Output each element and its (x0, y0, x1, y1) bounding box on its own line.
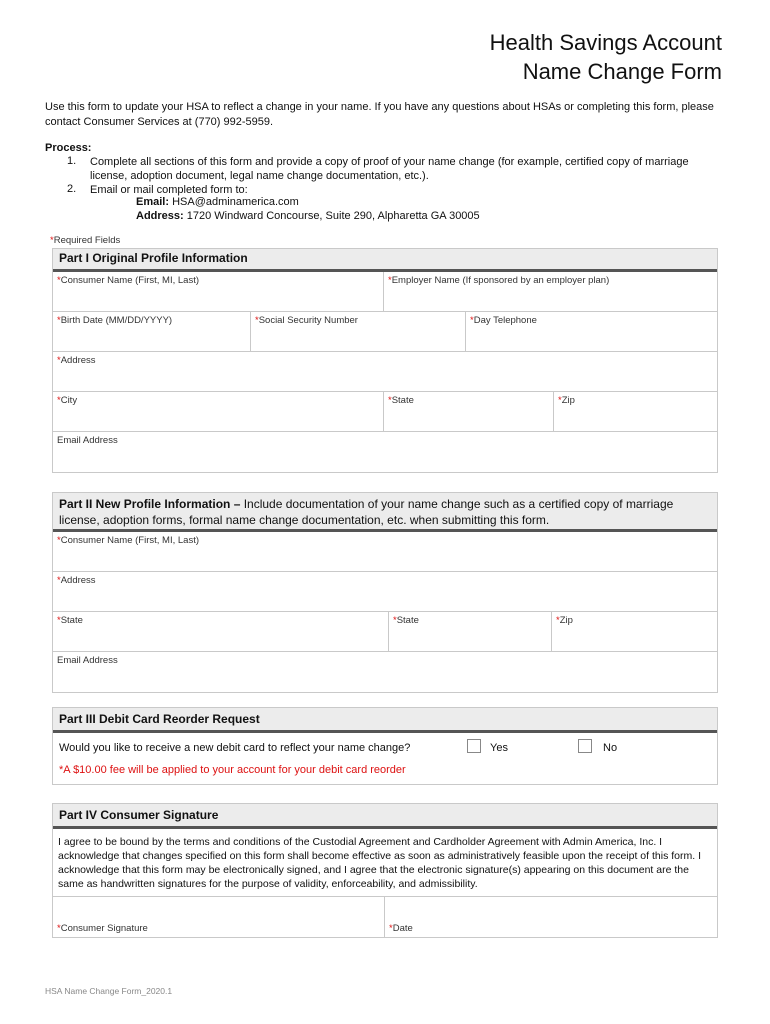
part3-section (52, 707, 718, 785)
original-day-phone-field[interactable]: *Day Telephone (465, 312, 717, 351)
new-consumer-name-field[interactable]: *Consumer Name (First, MI, Last) (57, 535, 200, 546)
step-1-text: Complete all sections of this form and provide a copy of proof of your name change (for example, certified copy of marriage license, adoption document, legal name change documentation, etc.). (90, 156, 689, 182)
new-address-field[interactable]: *Address (57, 575, 96, 586)
required-fields-note: *Required Fields (50, 235, 121, 246)
original-city-field[interactable]: *City (57, 395, 78, 406)
part1-row-address (53, 352, 717, 392)
original-employer-name-field[interactable]: *Employer Name (If sponsored by an employer plan) (383, 272, 717, 311)
part4-section (52, 803, 718, 938)
address-label: Address: (136, 210, 184, 222)
part1-row-city (53, 392, 717, 432)
email-label: Email: (136, 196, 170, 208)
part2-row-name (53, 532, 717, 572)
new-state-field[interactable]: *State (388, 612, 551, 651)
part1-header: Part I Original Profile Information (53, 249, 717, 272)
date-field[interactable]: *Date (384, 897, 717, 937)
part2-section (52, 492, 718, 693)
part1-section (52, 248, 718, 473)
fee-note: *A $10.00 fee will be applied to your account for your debit card reorder (59, 764, 406, 776)
part2-row-address (53, 572, 717, 612)
agreement-text: I agree to be bound by the terms and conditions of the Custodial Agreement and Cardholder Agreement with Admin America, Inc. I acknowledge that changes specified on this form shall become effective as soon as administratively feasible upon the receipt of this form. I acknowledge that this form may be electronically signed, and I agree that the electronic signature(s) appearing on this document are the same as handwritten signatures for the purpose of validity, enforceability, and admissibility. (53, 829, 717, 897)
new-zip-field[interactable]: *Zip (551, 612, 717, 651)
original-ssn-field[interactable]: *Social Security Number (250, 312, 465, 351)
contact-address (136, 210, 480, 222)
original-email-field[interactable]: Email Address (57, 435, 118, 446)
part4-header: Part IV Consumer Signature (53, 804, 717, 829)
original-address-field[interactable]: *Address (57, 355, 96, 366)
no-label: No (603, 742, 618, 754)
original-state-field[interactable]: *State (383, 392, 553, 431)
form-title (490, 28, 722, 86)
part1-row-birth (53, 312, 717, 352)
part1-row-name (53, 272, 717, 312)
part1-row-email (53, 432, 717, 472)
original-consumer-name-field[interactable]: *Consumer Name (First, MI, Last) (57, 275, 200, 286)
intro-text: Use this form to update your HSA to reflect a change in your name. If you have any questions about HSAs or completing this form, please contact Consumer Services at (770) 992-5959. (45, 101, 714, 128)
part4-row-signature (53, 897, 717, 937)
step-2-text: Email or mail completed form to: (90, 184, 248, 196)
step-1-number: 1. (67, 155, 77, 167)
contact-email (136, 196, 299, 208)
new-email-field[interactable]: Email Address (57, 655, 118, 666)
consumer-signature-field[interactable]: *Consumer Signature (57, 923, 148, 934)
process-label: Process: (45, 142, 92, 154)
form-title-line1: Health Savings Account (489, 30, 722, 55)
form-title-line2: Name Change Form (522, 59, 722, 84)
part2-row-state (53, 612, 717, 652)
footer-form-id: HSA Name Change Form_2020.1 (45, 986, 173, 996)
email-value[interactable]: HSA@adminamerica.com (172, 196, 299, 208)
part2-header: Part II New Profile Information – Include documentation of your name change such as a certified copy of marriage license, adoption forms, formal name change documentation, etc. when submitting this form. (53, 493, 717, 532)
original-zip-field[interactable]: *Zip (553, 392, 717, 431)
yes-label: Yes (490, 742, 508, 754)
address-value: 1720 Windward Concourse, Suite 290, Alpharetta GA 30005 (186, 210, 480, 222)
original-birth-date-field[interactable]: *Birth Date (MM/DD/YYYY) (57, 315, 173, 326)
no-checkbox[interactable] (578, 739, 592, 753)
part2-row-email (53, 652, 717, 692)
yes-checkbox[interactable] (467, 739, 481, 753)
part3-header: Part III Debit Card Reorder Request (53, 708, 717, 733)
step-2-number: 2. (67, 183, 77, 195)
new-city-state-field[interactable]: *State (57, 615, 83, 626)
debit-card-question: Would you like to receive a new debit card to reflect your name change? (59, 742, 411, 754)
